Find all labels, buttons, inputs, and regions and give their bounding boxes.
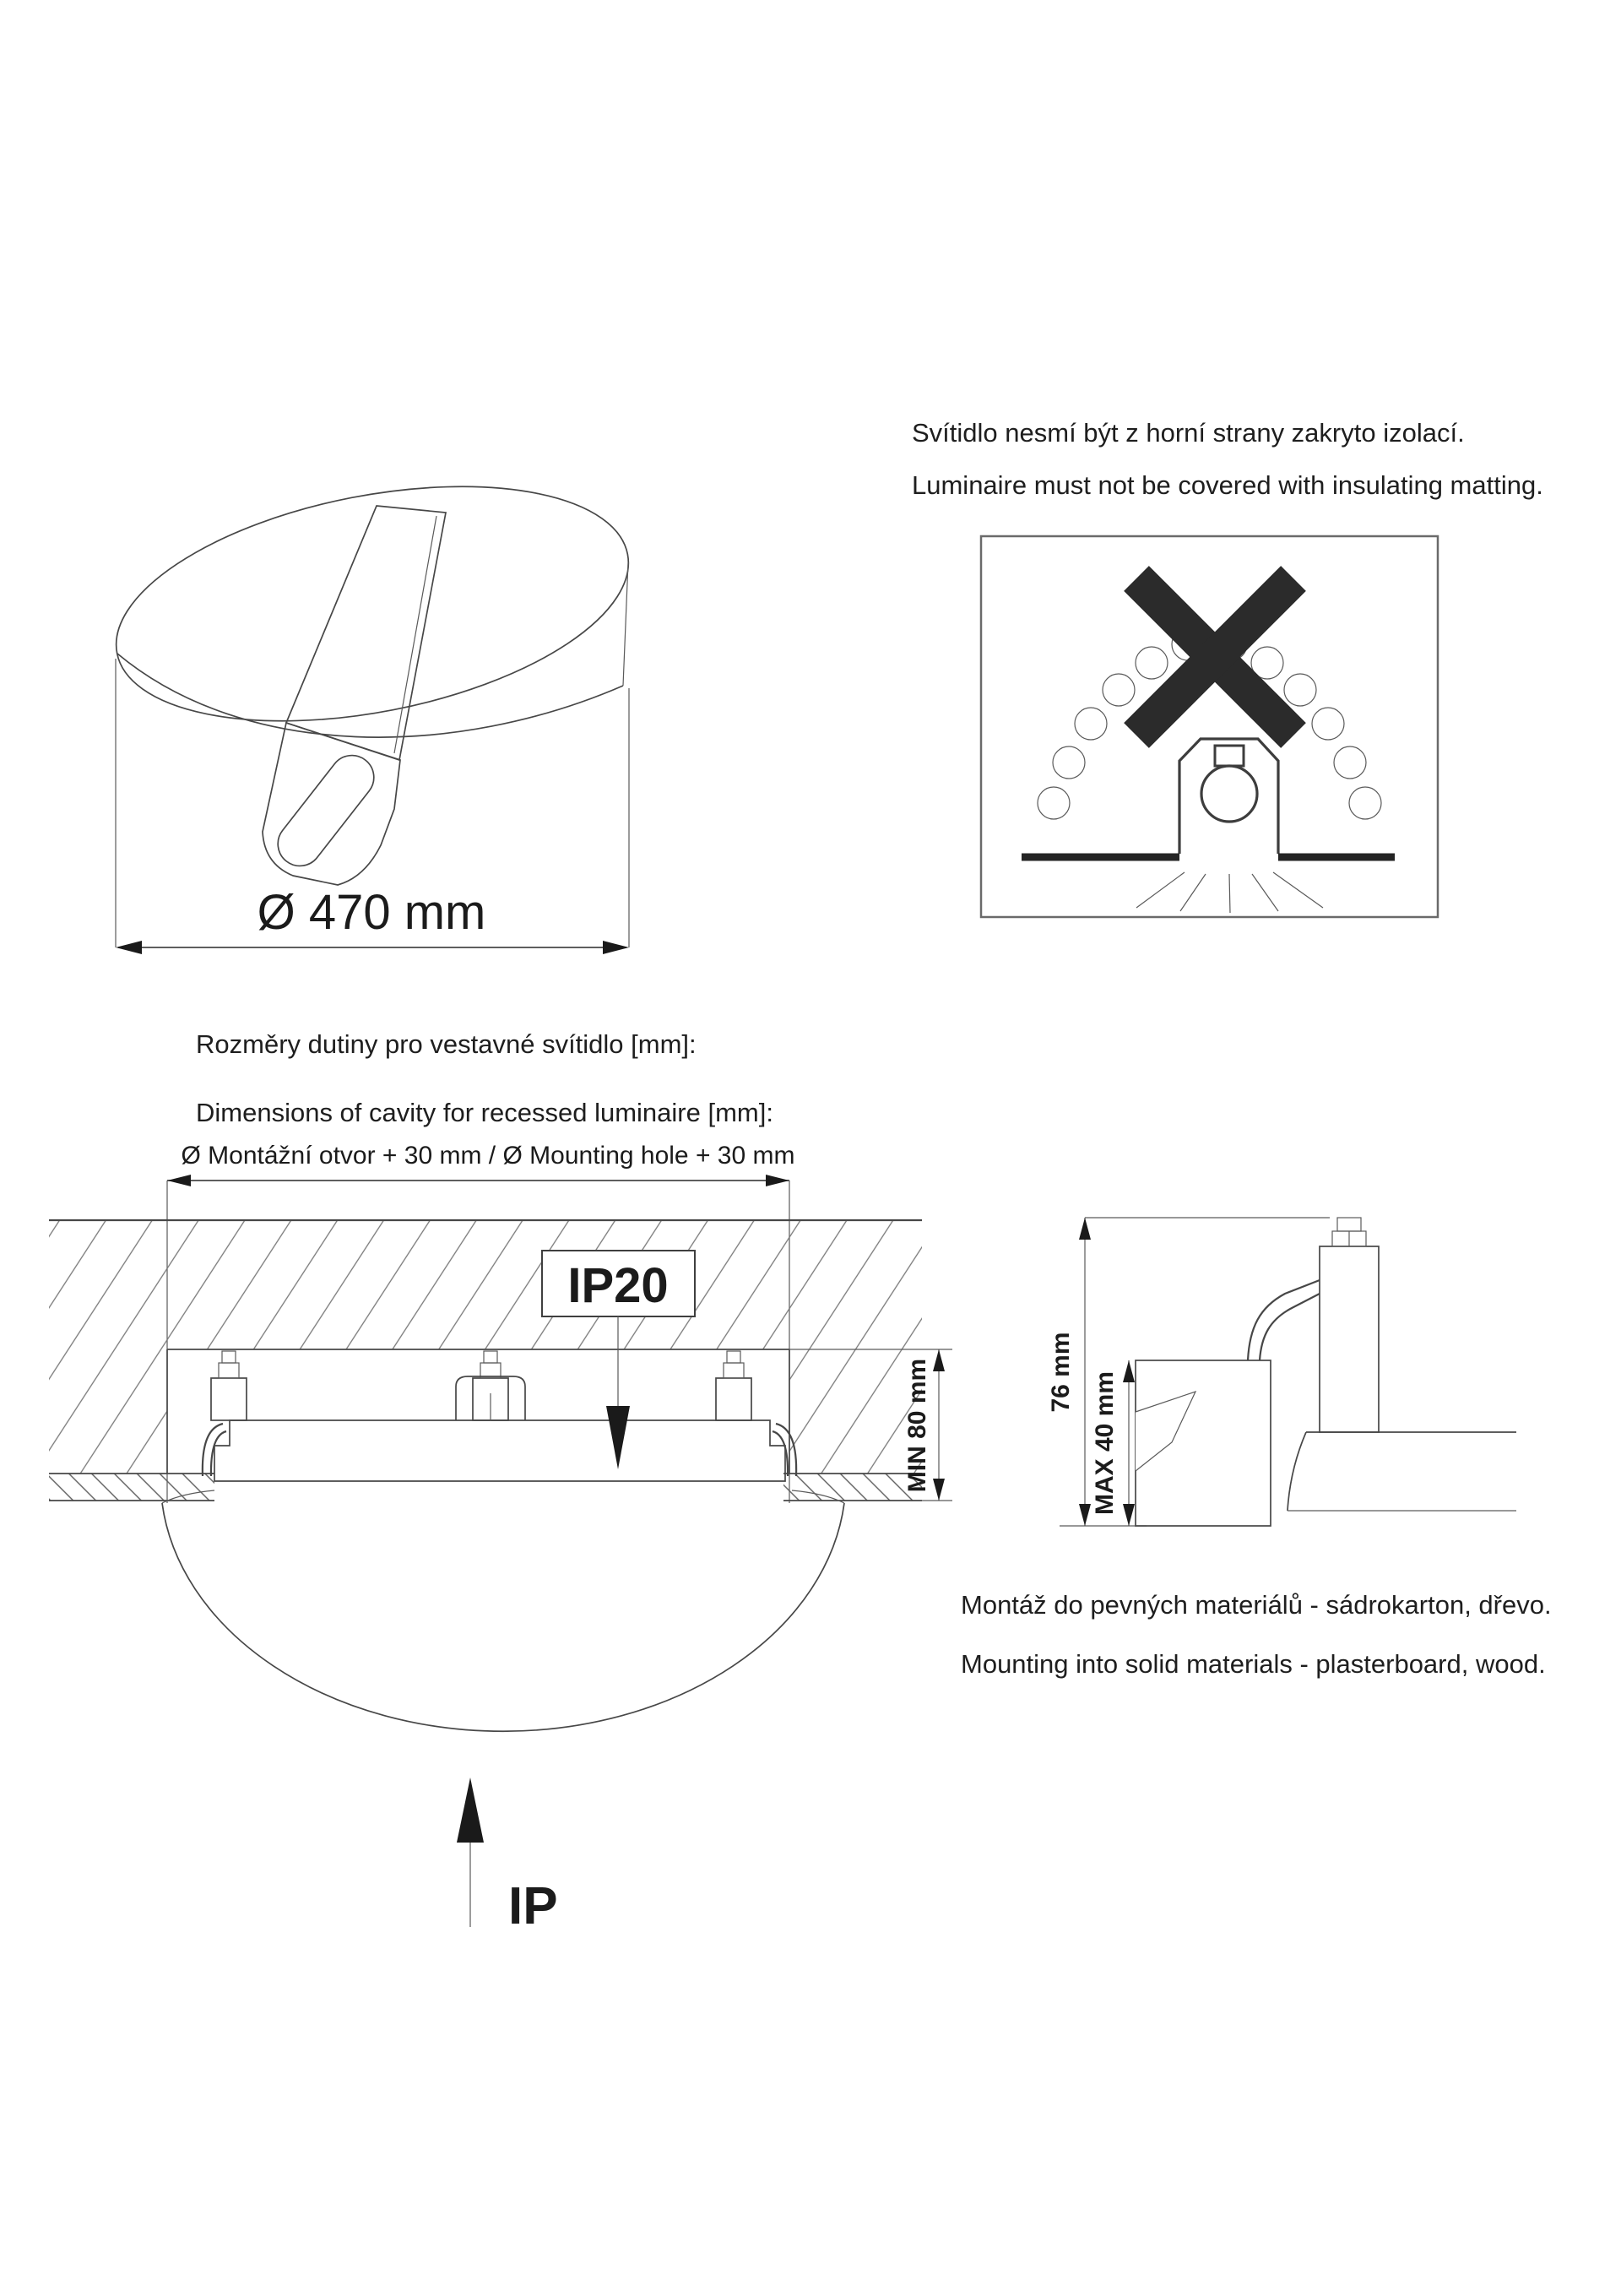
luminaire-rim-ellipse — [96, 448, 648, 760]
insulation-warning-text-en: Luminaire must not be covered with insulating matting. — [912, 470, 1543, 500]
luminaire-base-plate — [214, 1420, 785, 1481]
cavity-heading-cs: Rozměry dutiny pro vestavné svítidlo [mm]: — [196, 1029, 697, 1059]
luminaire-body-edge — [117, 654, 623, 737]
ceiling-lower-strip-right — [783, 1474, 922, 1501]
spring-clip-icon — [1248, 1280, 1320, 1360]
recessed-cavity-cross-section — [42, 1140, 971, 1984]
bracket-slot — [269, 746, 383, 875]
ip-label: IP — [508, 1877, 558, 1935]
ceiling-hatch-right — [789, 1349, 922, 1474]
screw-post — [1320, 1218, 1379, 1432]
mounting-post-center — [456, 1351, 525, 1420]
dim-arrow-left-icon — [167, 1175, 191, 1186]
min-depth-label: MIN 80 mm — [903, 1358, 931, 1493]
glass-dome-profile — [162, 1490, 844, 1731]
mounting-hole-dimension-label: Ø Montážní otvor + 30 mm / Ø Mounting hole + 30 mm — [181, 1142, 795, 1170]
dim-arrow-left-icon — [116, 941, 142, 954]
max-panel-label: MAX 40 mm — [1091, 1371, 1119, 1516]
ip-arrow-icon — [457, 1778, 484, 1843]
luminaire-diameter-view — [59, 405, 701, 996]
dim-arrow-right-icon — [603, 941, 629, 954]
ip20-arrow-icon — [606, 1406, 630, 1469]
dim-arrow-right-icon — [766, 1175, 789, 1186]
mounting-post-right — [716, 1351, 751, 1420]
ceiling-hatch-top — [49, 1221, 922, 1349]
recessed-lamp-icon — [1179, 739, 1278, 854]
mounting-note-en: Mounting into solid materials - plasterboard, wood. — [961, 1649, 1546, 1679]
cavity-heading-en: Dimensions of cavity for recessed luminaire [mm]: — [196, 1098, 773, 1127]
insulation-warning-text-cs: Svítidlo nesmí být z horní strany zakryto izolací. — [912, 418, 1465, 448]
mounting-bracket-icon — [263, 506, 446, 885]
total-height-label: 76 mm — [1047, 1332, 1075, 1413]
max-panel-dimension — [1091, 1360, 1135, 1526]
no-insulation-cover-icon — [979, 535, 1439, 919]
panel-block — [1136, 1360, 1271, 1526]
mounting-post-left — [211, 1351, 247, 1420]
ceiling-hatch-left — [49, 1349, 167, 1474]
luminaire-base-profile — [1288, 1432, 1516, 1511]
panel-thickness-detail — [1047, 1199, 1528, 1554]
total-height-dimension — [1047, 1218, 1330, 1526]
ceiling-lower-strip-left — [49, 1474, 214, 1501]
ip20-rating-label: IP20 — [567, 1258, 669, 1313]
diameter-label: Ø 470 mm — [257, 885, 486, 940]
mounting-note-cs: Montáž do pevných materiálů - sádrokarton, dřevo. — [961, 1590, 1552, 1620]
